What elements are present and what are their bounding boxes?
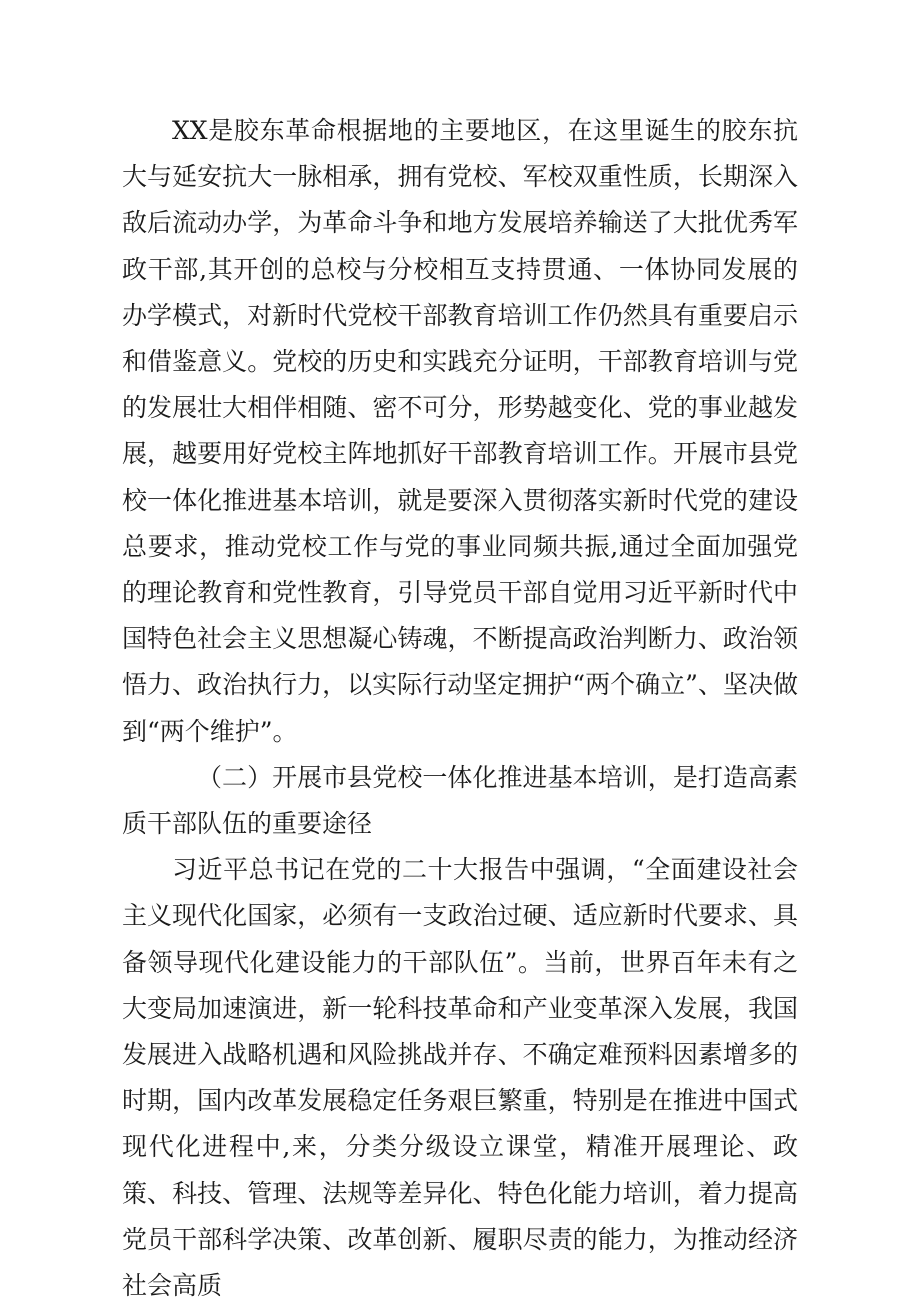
document-body [122,108,798,1309]
body-paragraph-1: XX是胶东革命根据地的主要地区，在这里诞生的胶东抗大与延安抗大一脉相承，拥有党校、军校双重性质，长期深入敌后流动办学，为革命斗争和地方发展培养输送了大批优秀军政干部,其开创的总校与分校相互支持贯通、一体协同发展的办学模式，对新时代党校干部教育培训工作仍然具有重要启示和借鉴意义。党校的历史和实践充分证明，干部教育培训与党的发展壮大相伴相随、密不可分，形势越变化、党的事业越发展，越要用好党校主阵地抓好干部教育培训工作。开展市县党校一体化推进基本培训，就是要深入贯彻落实新时代党的建设总要求，推动党校工作与党的事业同频共振,通过全面加强党的理论教育和党性教育，引导党员干部自觉用习近平新时代中国特色社会主义思想凝心铸魂，不断提高政治判断力、政治领悟力、政治执行力，以实际行动坚定拥护“两个确立”、坚决做到“两个维护”。 [122,116,798,746]
body-paragraph-2: 习近平总书记在党的二十大报告中强调，“全面建设社会主义现代化国家，必须有一支政治过硬、适应新时代要求、具备领导现代化建设能力的干部队伍”。当前，世界百年未有之大变局加速演进，新一轮科技革命和产业变革深入发展，我国发展进入战略机遇和风险挑战并存、不确定难预料因素增多的时期，国内改革发展稳定任务艰巨繁重，特别是在推进中国式现代化进程中,来，分类分级设立课堂，精准开展理论、政策、科技、管理、法规等差异化、特色化能力培训，着力提高党员干部科学决策、改革创新、履职尽责的能力，为推动经济社会高质 [122,855,798,1301]
section-heading-2: （二）开展市县党校一体化推进基本培训，是打造高素质干部队伍的重要途径 [122,762,798,839]
